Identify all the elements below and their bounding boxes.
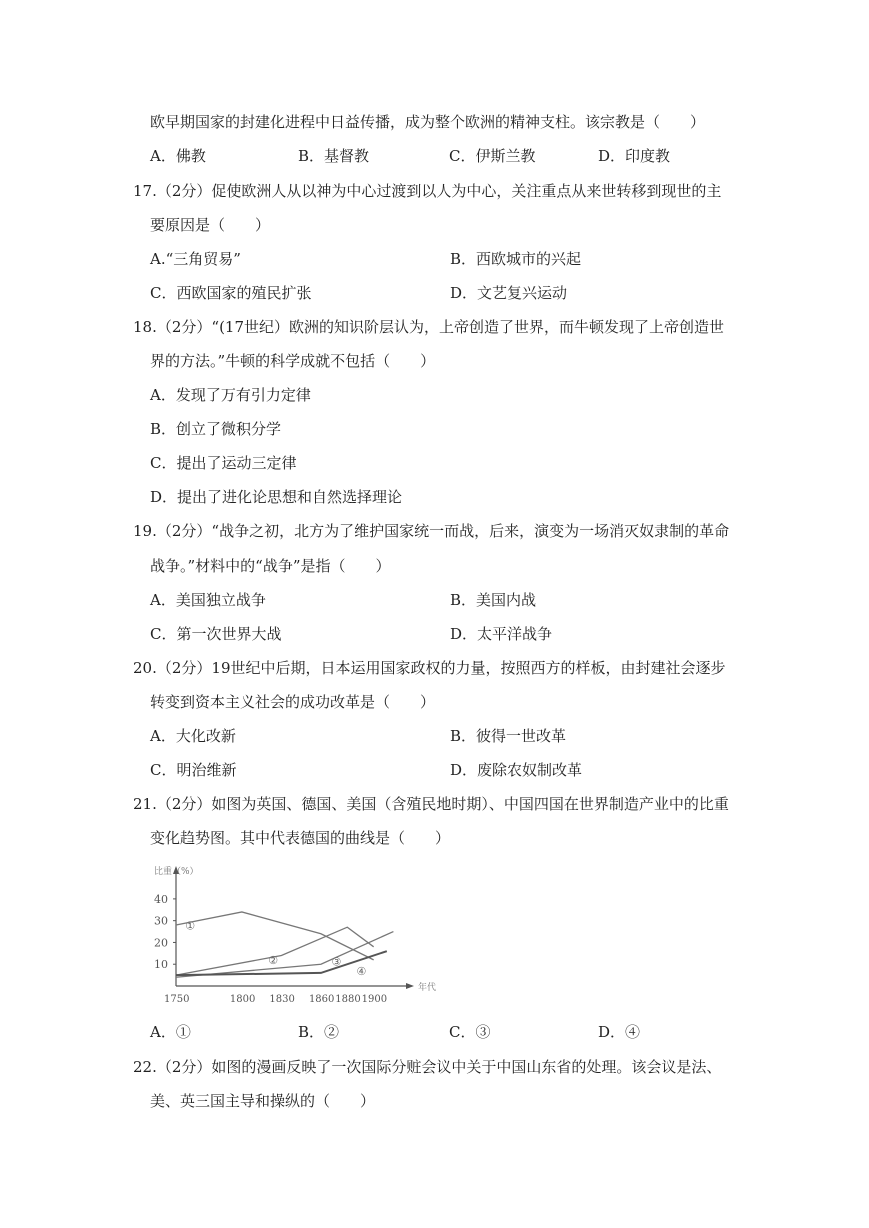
series-label-4: ④ (356, 965, 367, 979)
chart-axes (173, 866, 414, 989)
q18-option-a[interactable]: A．发现了万有引力定律 (150, 386, 311, 404)
series-line-4 (176, 951, 387, 975)
q21-option-a[interactable]: A．① (150, 1023, 191, 1041)
series-label-1: ① (185, 919, 196, 933)
y-tick-label-20: 20 (154, 936, 168, 950)
manufacturing-share-chart (150, 860, 440, 1010)
x-tick-label-1750: 1750 (164, 994, 190, 1005)
q21-option-b[interactable]: B．② (298, 1023, 340, 1041)
q17-stem-line2: 要原因是（ ） (150, 216, 271, 234)
q16-option-d[interactable]: D．印度教 (598, 147, 671, 165)
x-tick-label-1900: 1900 (361, 994, 388, 1005)
q22-stem-line2: 美、英三国主导和操纵的（ ） (150, 1092, 376, 1110)
q21-stem-line2: 变化趋势图。其中代表德国的曲线是（ ） (150, 829, 451, 847)
q17-stem-line1: 17.（2分）促使欧洲人从以神为中心过渡到以人为中心，关注重点从来世转移到现世的主 (133, 182, 722, 200)
q18-option-c[interactable]: C．提出了运动三定律 (150, 454, 297, 472)
q21-option-d[interactable]: D．④ (598, 1023, 641, 1041)
q19-option-c[interactable]: C．第一次世界大战 (150, 625, 282, 643)
q16-option-a[interactable]: A．佛教 (150, 147, 206, 165)
q19-option-d[interactable]: D．太平洋战争 (450, 625, 553, 643)
y-axis-label: 比重（%） (154, 867, 199, 877)
q18-stem-line2: 界的方法。”牛顿的科学成就不包括（ ） (150, 352, 436, 370)
q16-option-c[interactable]: C．伊斯兰教 (449, 147, 536, 165)
chart-labels (154, 865, 436, 1005)
series-label-3: ③ (331, 955, 342, 969)
q19-option-b[interactable]: B．美国内战 (450, 591, 537, 609)
x-tick-label-1860: 1860 (308, 994, 335, 1005)
q21-stem-line1: 21.（2分）如图为英国、德国、美国（含殖民地时期）、中国四国在世界制造产业中的比重 (133, 795, 729, 813)
x-tick-label-1800: 1800 (229, 994, 256, 1005)
q22-stem-line1: 22.（2分）如图的漫画反映了一次国际分赃会议中关于中国山东省的处理。该会议是法、 (133, 1058, 722, 1076)
q19-option-a[interactable]: A．美国独立战争 (150, 591, 266, 609)
q16-text: 欧早期国家的封建化进程中日益传播，成为整个欧洲的精神支柱。该宗教是（ ） (150, 113, 706, 131)
q19-stem-line1: 19.（2分）“战争之初，北方为了维护国家统一而战，后来，演变为一场消灭奴隶制的革命 (133, 522, 730, 540)
series-label-2: ② (268, 954, 279, 968)
q17-option-a[interactable]: A.“三角贸易” (150, 250, 241, 268)
q18-option-d[interactable]: D．提出了进化论思想和自然选择理论 (150, 488, 403, 506)
q17-option-d[interactable]: D．文艺复兴运动 (450, 284, 568, 302)
q20-option-a[interactable]: A．大化改新 (150, 727, 236, 745)
series-line-1 (176, 912, 374, 960)
y-tick-label-40: 40 (154, 892, 168, 906)
q18-stem-line1: 18.（2分）“(17世纪）欧洲的知识阶层认为，上帝创造了世界，而牛顿发现了上帝创造世 (133, 318, 725, 336)
x-tick-label-1880: 1880 (335, 994, 361, 1005)
q20-stem-line2: 转变到资本主义社会的成功改革是（ ） (150, 693, 436, 711)
x-tick-label-1830: 1830 (269, 994, 295, 1005)
q20-option-b[interactable]: B．彼得一世改革 (450, 727, 567, 745)
q20-stem-line1: 20.（2分）19世纪中后期，日本运用国家政权的力量，按照西方的样板，由封建社会逐步 (133, 659, 726, 677)
q20-option-c[interactable]: C．明治维新 (150, 761, 237, 779)
q17-option-c[interactable]: C．西欧国家的殖民扩张 (150, 284, 312, 302)
y-tick-label-30: 30 (154, 914, 168, 928)
y-tick-label-10: 10 (154, 958, 168, 972)
x-axis-label: 年代 (418, 983, 437, 993)
q21-option-c[interactable]: C．③ (449, 1023, 491, 1041)
q18-option-b[interactable]: B．创立了微积分学 (150, 420, 282, 438)
x-axis-arrow (406, 983, 414, 989)
q20-option-d[interactable]: D．废除农奴制改革 (450, 761, 583, 779)
q16-option-b[interactable]: B．基督教 (298, 147, 370, 165)
q17-option-b[interactable]: B．西欧城市的兴起 (450, 250, 582, 268)
q19-stem-line2: 战争。”材料中的“战争”是指（ ） (150, 557, 391, 575)
